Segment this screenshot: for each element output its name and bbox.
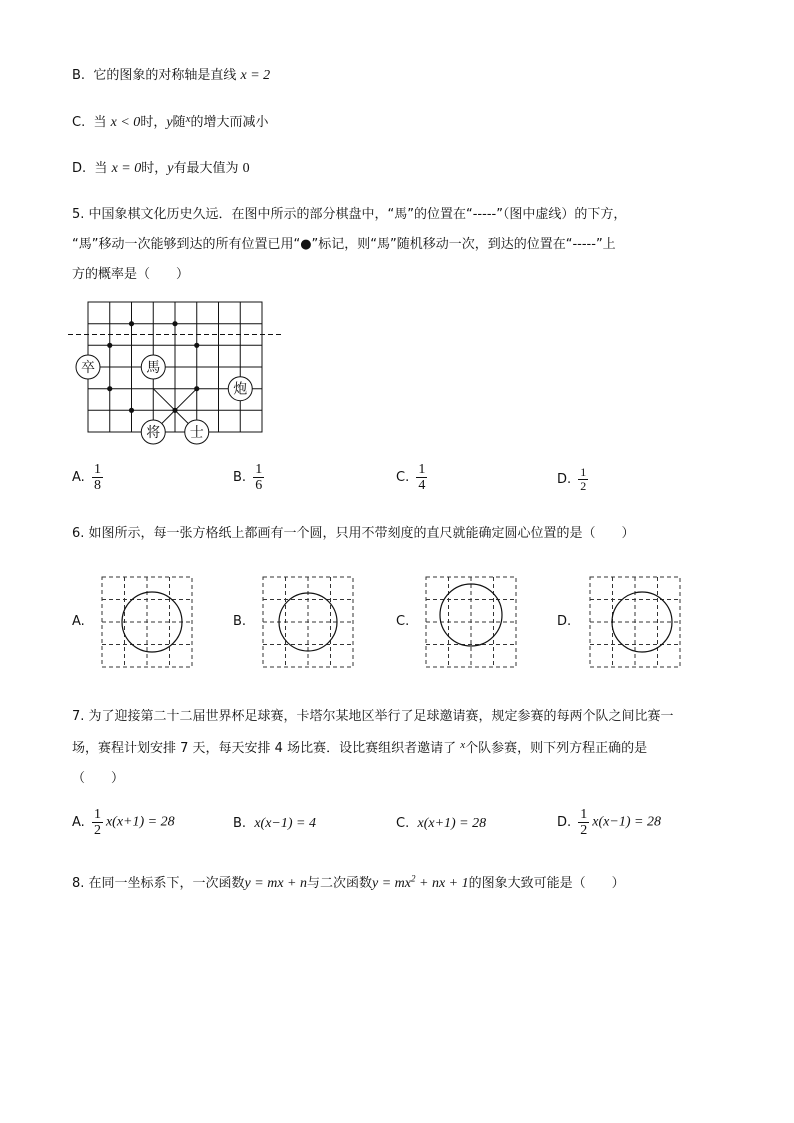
option-text: 时， [140, 115, 167, 130]
q7-option-b[interactable] [233, 816, 316, 832]
q4-option-d [72, 157, 250, 177]
q5-option-c[interactable] [396, 462, 430, 493]
option-label: C. [396, 470, 410, 485]
q7-text-line2 [72, 737, 647, 756]
piece-zu-label: 卒 [81, 360, 95, 376]
q6-option-a-label[interactable]: A. [72, 614, 85, 629]
fraction-denominator: 8 [93, 478, 101, 493]
q6-option-d-label[interactable]: D. [557, 614, 572, 629]
fraction-denominator: 2 [93, 823, 101, 838]
exponent: 2 [411, 873, 416, 884]
grid-circle-a [101, 576, 193, 668]
q6-option-c-label[interactable]: C. [396, 614, 410, 629]
math-value: 0 [242, 161, 250, 176]
math-expression: x < 0 [110, 115, 141, 130]
piece-shi-label: 士 [189, 425, 204, 441]
fraction-numerator: 1 [93, 807, 101, 822]
q6-option-b-label[interactable]: B. [233, 614, 247, 629]
option-label: D. [557, 472, 572, 487]
option-text: 当 [94, 161, 108, 176]
q7-option-a[interactable] [72, 807, 175, 838]
fraction [578, 466, 588, 493]
fraction-denominator: 2 [580, 479, 587, 493]
fraction-numerator: 1 [580, 465, 587, 479]
fraction [92, 807, 103, 838]
q8-text-post: 的图象大致可能是（ ） [468, 876, 625, 891]
q7-option-d[interactable] [557, 807, 661, 838]
math-variable: y [167, 161, 174, 176]
option-text: 随 [172, 115, 186, 130]
q8-text [72, 872, 625, 892]
q7-text-line1: 7. 为了迎接第二十二届世界杯足球赛，卡塔尔某地区举行了足球邀请赛，规定参赛的每两个队之间比赛一 [72, 709, 674, 724]
q5-option-b[interactable] [233, 462, 267, 493]
fraction-denominator: 2 [580, 823, 588, 838]
math-expression: x = 0 [111, 161, 142, 176]
option-text: 时， [141, 161, 168, 176]
chess-board-figure [62, 296, 292, 448]
piece-ma-label: 馬 [146, 360, 161, 376]
fraction-numerator: 1 [93, 462, 101, 477]
fraction [578, 807, 589, 838]
math-expression: x(x−1) = 28 [592, 814, 661, 830]
option-text: 有最大值为 [173, 161, 239, 176]
piece-jiang-label: 将 [146, 425, 161, 441]
fraction [416, 462, 427, 493]
option-label: C. [72, 115, 86, 130]
quadratic-part: + nx + 1 [415, 876, 469, 891]
option-label: D. [557, 815, 572, 830]
fraction [253, 462, 264, 493]
option-text: 它的图象的对称轴是直线 [93, 68, 237, 83]
q7-text: 场，赛程计划安排 7 天，每天安排 4 场比赛．设比赛组织者邀请了 [72, 741, 457, 756]
q5-text-line1: 5. 中国象棋文化历史久远．在图中所示的部分棋盘中，“馬”的位置在“-----”（图中虚线）的下方， [72, 207, 627, 222]
math-expression: x(x+1) = 28 [417, 816, 487, 831]
quadratic-function [372, 873, 469, 891]
quadratic-part: y = mx [372, 876, 411, 891]
piece-pao-label: 炮 [233, 381, 248, 398]
math-expression: x = 2 [240, 68, 271, 83]
option-label: B. [72, 68, 86, 83]
fraction-numerator: 1 [418, 462, 426, 477]
q5-text-line2: “馬”移动一次能够到达的所有位置已用“●”标记，则“馬”随机移动一次，到达的位置在“-----”上 [72, 237, 616, 252]
option-label: A. [72, 470, 85, 485]
fraction-numerator: 1 [255, 462, 263, 477]
option-label: D. [72, 161, 87, 176]
linear-function: y = mx + n [244, 876, 307, 891]
option-text: 当 [93, 115, 107, 130]
q6-text: 6. 如图所示，每一张方格纸上都画有一个圆，只用不带刻度的直尺就能确定圆心位置的是（ ） [72, 526, 635, 541]
q5-option-a[interactable] [72, 462, 106, 493]
q5-text-line3: 方的概率是（ ） [72, 267, 190, 282]
grid-circle-b [262, 576, 354, 668]
option-label: B. [233, 816, 247, 831]
grid-circle-d [589, 576, 681, 668]
fraction-denominator: 4 [418, 478, 426, 493]
q7-text: 个队参赛，则下列方程正确的是 [465, 741, 648, 756]
math-expression: x(x+1) = 28 [105, 814, 175, 830]
fraction [92, 462, 103, 493]
option-label: B. [233, 470, 247, 485]
q7-option-c[interactable] [396, 816, 486, 832]
q7-text-line3: （ ） [72, 771, 125, 786]
option-label: A. [72, 815, 85, 830]
q4-option-c [72, 111, 268, 131]
math-expression: x(x−1) = 4 [254, 816, 316, 831]
math-variable: y [166, 115, 173, 130]
q4-option-b [72, 64, 270, 84]
fraction-denominator: 6 [255, 478, 263, 493]
math-variable: x [460, 739, 466, 751]
q8-text-mid: 与二次函数 [306, 876, 372, 891]
fraction-numerator: 1 [580, 807, 588, 822]
math-variable: x [185, 113, 191, 125]
option-text: 的增大而减小 [190, 115, 269, 130]
q8-text-pre: 8. 在同一坐标系下，一次函数 [72, 876, 245, 891]
q5-option-d[interactable] [557, 466, 591, 493]
option-label: C. [396, 816, 410, 831]
grid-circle-c [425, 576, 517, 668]
